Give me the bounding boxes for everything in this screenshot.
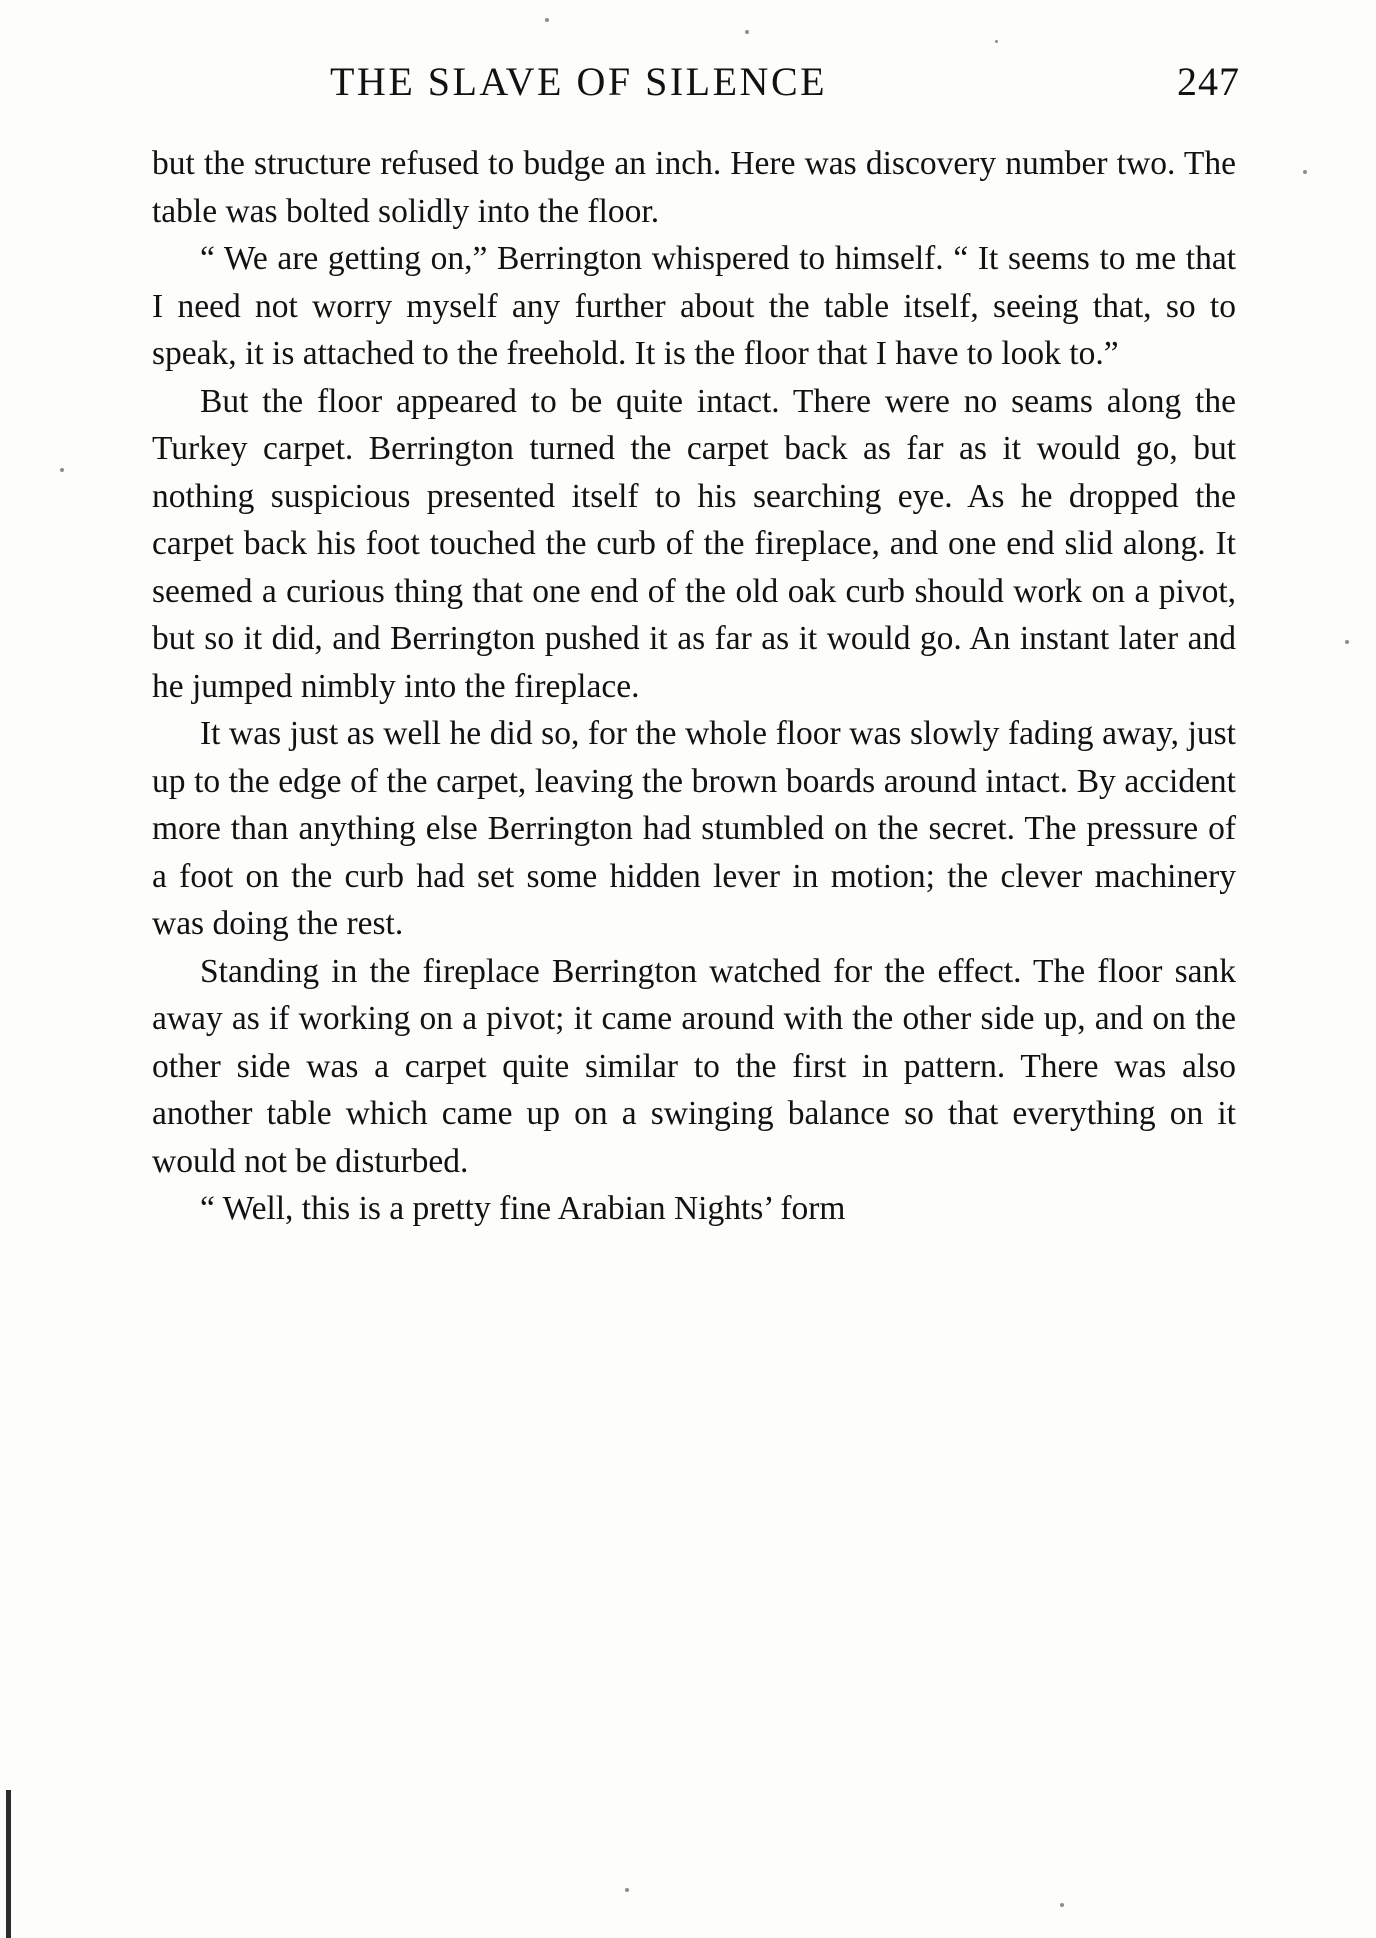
paragraph: Standing in the fireplace Berrington watched for the effect. The floor sank away as if working on a pivot; it came around with the other side up, and on the other side was a carpet quite similar to the first in pattern. There was also another table which came up on a swinging balance so that everything on it would not be disturbed. [152, 952, 1236, 1180]
paragraph: but the structure refused to budge an inch. Here was discovery number two. The table was bolted solidly into the floor. [152, 145, 1236, 230]
page-speck [1060, 1903, 1064, 1907]
page-speck [745, 30, 749, 34]
paragraph: “ We are getting on,” Berrington whispered to himself. “ It seems to me that I need not worry myself any further about the table itself, seeing that, so to speak, it is attached to the freehold. It is the floor that I have to look to.” [152, 240, 1236, 372]
running-title: THE SLAVE OF SILENCE [330, 59, 828, 104]
page-header [150, 58, 1240, 105]
page-speck [60, 468, 64, 472]
page-speck [545, 18, 549, 22]
paragraph: “ Well, this is a pretty fine Arabian Nights’ form [200, 1190, 846, 1227]
page-speck [625, 1888, 629, 1892]
book-spine-edge [6, 1790, 11, 1938]
page-speck [1345, 640, 1349, 644]
page-speck [995, 40, 998, 43]
page-body [152, 140, 1236, 1233]
paragraph: It was just as well he did so, for the whole floor was slowly fading away, just up to the edge of the carpet, leaving the brown boards around intact. By accident more than anything else Berrington had stumbled on the secret. The pressure of a foot on the curb had set some hidden lever in motion; the clever machinery was doing the rest. [152, 715, 1236, 942]
page-number: 247 [1177, 59, 1240, 104]
page-speck [1303, 170, 1307, 174]
paragraph: But the floor appeared to be quite intact. There were no seams along the Turkey carpet. Berrington turned the carpet back as far as it would go, but nothing suspicious presented itself to his searching eye. As he dropped the carpet back his foot touched the curb of the fireplace, and one end slid along. It seemed a curious thing that one end of the old oak curb should work on a pivot, but so it did, and Berrington pushed it as far as it would go. An instant later and he jumped nimbly into the fireplace. [152, 382, 1236, 705]
